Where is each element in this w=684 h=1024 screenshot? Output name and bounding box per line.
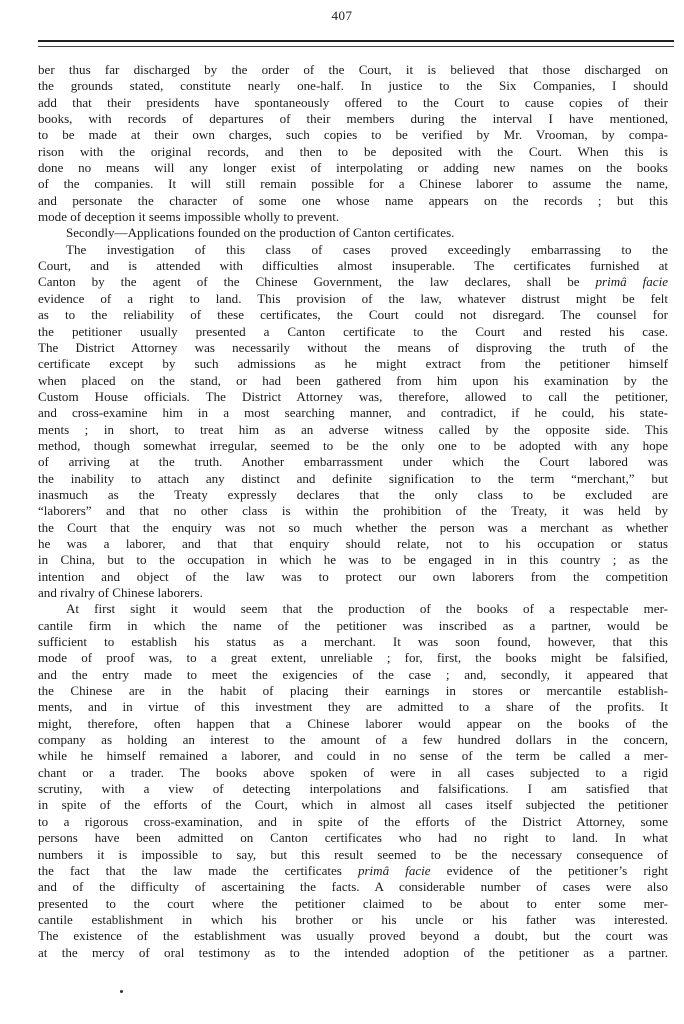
text-line: The District Attorney was necessarily without the means of disproving the truth of the (38, 339, 668, 355)
text-line: chant or a trader. The books above spoken of were in all cases subjected to a rigid (38, 764, 668, 780)
text-line: Custom House officials. The District Attorney was, therefore, allowed to call the petitioner, (38, 388, 668, 404)
text-line: Canton by the agent of the Chinese Government, the law declares, shall be primâ facie (38, 274, 668, 290)
text-line: evidence of a right to land. This provision of the law, whatever distrust might be felt (38, 290, 668, 306)
text-line: numbers it is impossible to say, but this result seemed to be the necessary consequence of (38, 846, 668, 862)
text-line: scrutiny, with a view of detecting interpolations and falsifications. I am satisfied that (38, 781, 668, 797)
text-line: might, therefore, often happen that a Chinese laborer would appear on the books of the (38, 715, 668, 731)
text-line: Court, and is attended with difficulties almost insuperable. The certificates furnished at (38, 258, 668, 274)
header-rule-thick (38, 40, 674, 42)
text-line: and cross-examine him in a most searching manner, and contradict, if he could, his state- (38, 405, 668, 421)
text-line: cantile establishment in which his brother or his uncle or his father was interested. (38, 911, 668, 927)
text-line: Secondly—Applications founded on the production of Canton certificates. (66, 225, 455, 241)
text-line: and of the difficulty of ascertaining the facts. A considerable number of cases were also (38, 879, 668, 895)
text-line: certificate except by such admissions as he might extract from the petitioner himself (38, 356, 668, 372)
text-line: the Chinese are in the habit of placing their earnings in stores or mercantile establish- (38, 683, 668, 699)
text-line: rison with the original records, and then to be deposited with the Court. When this is (38, 143, 668, 159)
text-line: inasmuch as the Treaty expressly declares that the only class to be excluded are (38, 486, 668, 502)
page-number: 407 (331, 8, 353, 23)
text-line: when placed on the stand, or had been gathered from him upon his examination by the (38, 372, 668, 388)
text-line: The existence of the establishment was usually proved beyond a doubt, but the court was (38, 928, 668, 944)
text-line: company as holding an interest to the amount of a few hundred dollars in the concern, (38, 732, 668, 748)
text-line: persons have been admitted on Canton certificates who had no right to land. In what (38, 830, 668, 846)
text-line: ments ; in short, to treat him as an adverse witness called by the opposite side. This (38, 421, 668, 437)
text-line: and rivalry of Chinese laborers. (38, 585, 203, 600)
text-line: and the entry made to meet the exigencies of the case ; and, secondly, it appeared that (38, 666, 668, 682)
text-line: At first sight it would seem that the production of the books of a respectable mer- (66, 601, 668, 617)
text-line: mode of proof was, to a great extent, unreliable ; for, first, the books might be falsified, (38, 650, 668, 666)
header-rule-thin (38, 46, 674, 47)
text-line: presented to the court where the petitioner claimed to be about to enter some mer- (38, 895, 668, 911)
text-line: in spite of the efforts of the Court, which in almost all cases itself subjected the petitioner (38, 797, 668, 813)
text-line: as to the reliability of these certificates, the Court could not disregard. The counsel for (38, 307, 668, 323)
text-line: to be made at their own charges, such copies to be verified by Mr. Vrooman, by compa- (38, 127, 668, 143)
text-line: done no means will any longer exist of interpolating or adding new names on the books (38, 160, 668, 176)
text-line: of the companies. It will still remain possible for a Chinese laborer to assume the name, (38, 176, 668, 192)
text-line: add that their presidents have spontaneously offered to the Court to cause copies of their (38, 94, 668, 110)
text-line: at the mercy of oral testimony as to the intended adoption of the petitioner as a partner. (38, 944, 668, 960)
text-line: to a rigorous cross-examination, and in spite of the efforts of the District Attorney, some (38, 813, 668, 829)
body-text (38, 62, 668, 961)
text-line: method, though somewhat irregular, seemed to be the only one to be adopted with any hope (38, 437, 668, 453)
text-line: intention and object of the law was to protect our own laborers from the competition (38, 568, 668, 584)
text-line: The investigation of this class of cases proved exceedingly embarrassing to the (66, 241, 668, 257)
stray-ink-mark (120, 990, 123, 993)
text-line: the Court that the enquiry was not so much whether the person was a merchant as whether (38, 519, 668, 535)
text-line: the inability to attach any distinct and definite signification to the term “merchant,” but (38, 470, 668, 486)
text-line: while he himself remained a laborer, and could in no sense of the term be called a mer- (38, 748, 668, 764)
text-line: of arriving at the truth. Another embarrassment under which the Court labored was (38, 454, 668, 470)
text-line: the petitioner usually presented a Canton certificate to the Court and rested his case. (38, 323, 668, 339)
text-line: “laborers” and that no other class is within the prohibition of the Treaty, it was held by (38, 503, 668, 519)
text-line: cantile firm in which the name of the petitioner was inscribed as a partner, would be (38, 617, 668, 633)
text-line: ments, and in virtue of this investment they are admitted to a share of the profits. It (38, 699, 668, 715)
text-line: and personate the character of some one whose name appears on the records ; but this (38, 192, 668, 208)
text-line: the grounds stated, constitute nearly one-half. In justice to the Six Companies, I should (38, 78, 668, 94)
text-line: he was a laborer, and that that enquiry should relate, not to his occupation or status (38, 535, 668, 551)
text-line: books, with records of departures of their members during the interval I have mentioned, (38, 111, 668, 127)
text-line: ber thus far discharged by the order of the Court, it is believed that those discharged on (38, 62, 668, 77)
text-line: in China, but to the occupation in which he was to be engaged in in this country ; as the (38, 552, 668, 568)
text-line: mode of deception it seems impossible wholly to prevent. (38, 209, 340, 225)
text-line: sufficient to establish his status as a merchant. It was soon found, however, that this (38, 634, 668, 650)
text-line: the fact that the law made the certificates primâ facie evidence of the petitioner’s right (38, 862, 668, 878)
